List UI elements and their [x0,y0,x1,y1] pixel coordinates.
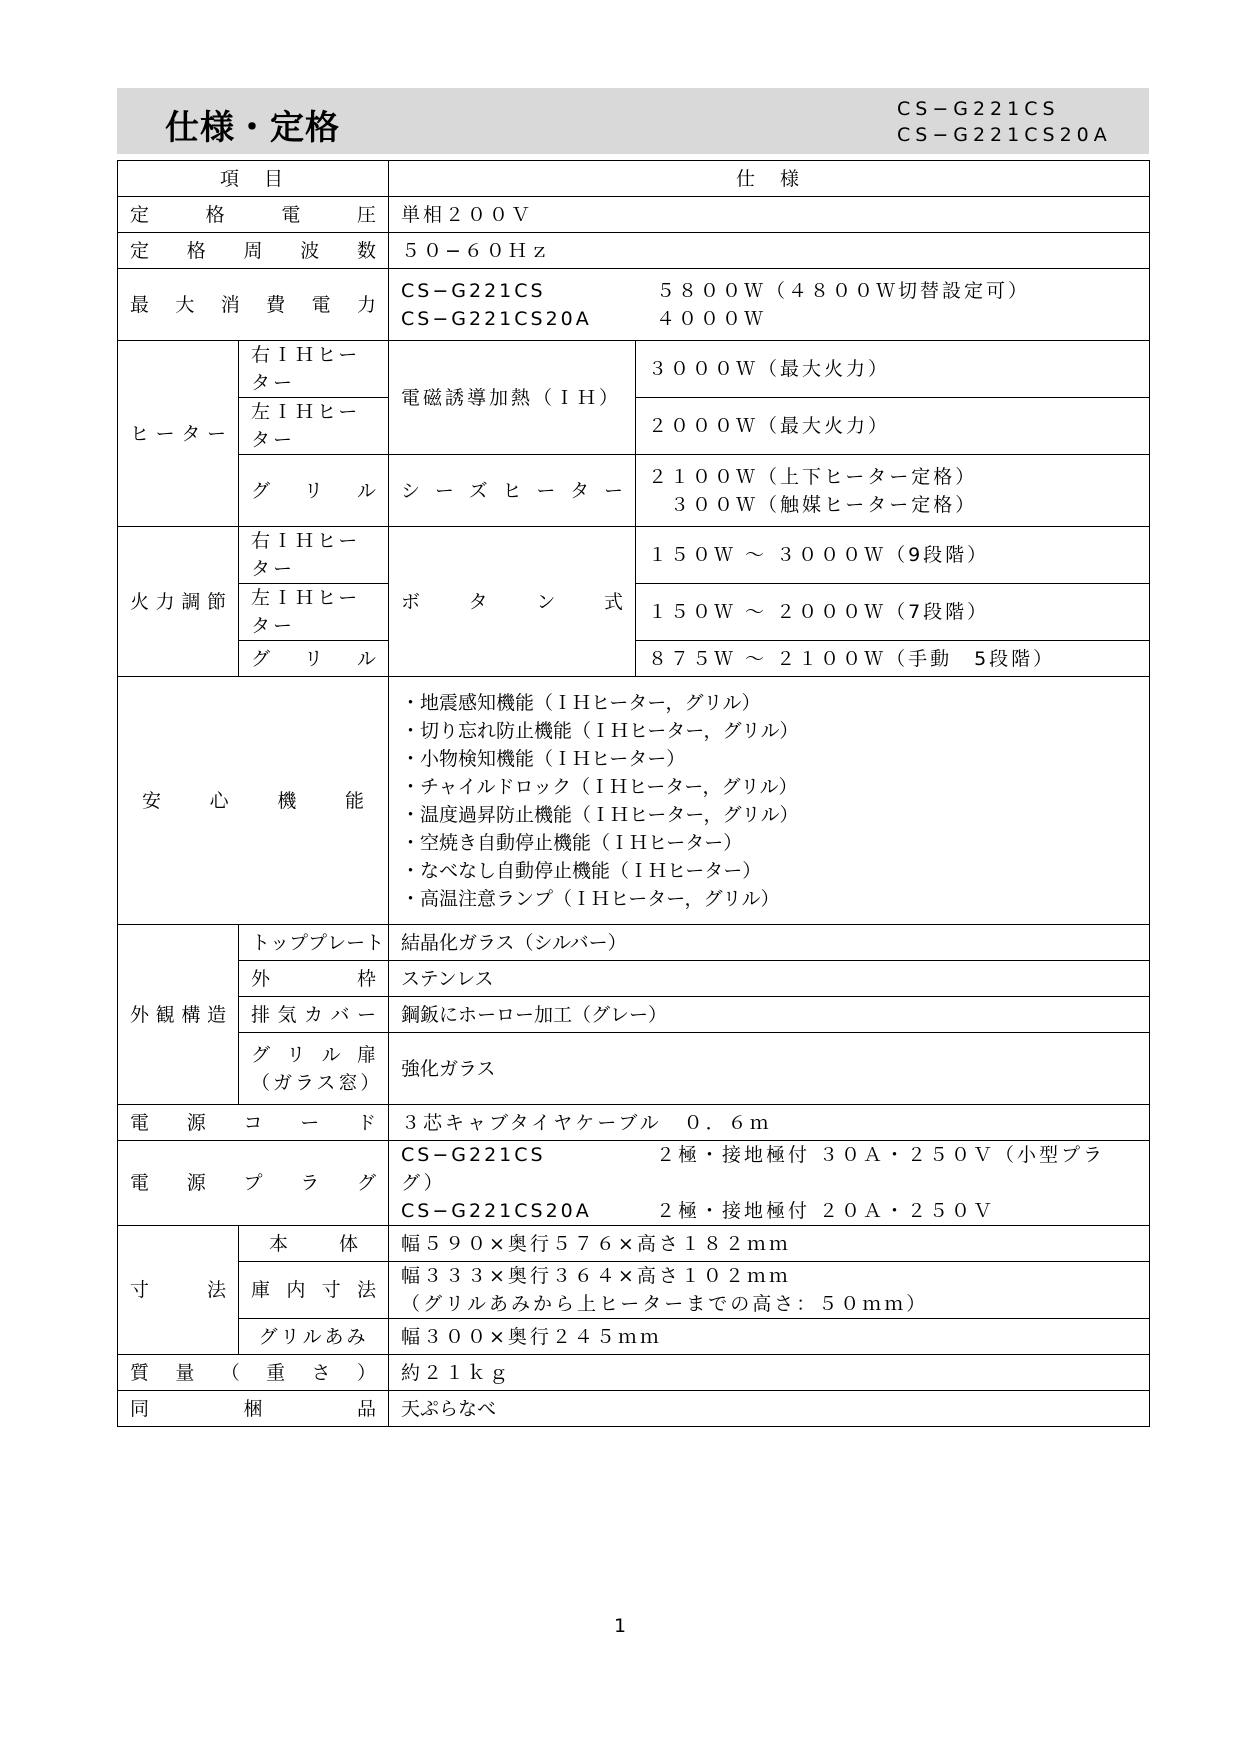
model-number-1: CS−G221CS [897,98,1060,120]
exterior-top-plate [239,925,389,961]
spread-label [251,929,385,957]
label-char: 電 [281,203,301,226]
row-power-plug [118,1141,1150,1226]
max-power-value-2: ４０００Ｗ [656,307,767,330]
spread-label [251,645,376,673]
label-char: タ [468,590,488,613]
label-char: 電 [311,293,331,316]
heater-grill [239,455,389,527]
spread-label [130,1395,376,1423]
spread-label [130,588,226,616]
label-char: ー [357,1003,377,1026]
label-char: 源 [186,1172,206,1194]
label-char: ル [357,647,377,670]
label-char: 内 [286,1279,306,1301]
dim-grill-net-value: 幅３００×奥行２４５ｍｍ [389,1319,1150,1355]
heater-grill-method [389,455,636,527]
row-power-cord [118,1105,1150,1141]
row-dim-grill-net [118,1319,1150,1355]
label-char: ー [206,422,226,445]
spread-label [130,237,376,265]
spread-label [130,201,376,229]
heat-right-ih: 右ＩＨヒーター [239,527,389,584]
rated-frequency-label [118,233,389,269]
label-char: さ [311,1361,331,1384]
label-char: 法 [356,1279,376,1301]
label-char: コ [243,1111,263,1134]
rated-voltage-label [118,197,389,233]
spread-label [251,965,376,993]
rated-frequency-value: ５０−６０Ｈｚ [389,233,1150,269]
mass-value: 約２１ｋｇ [389,1355,1150,1391]
label-char: グ [251,647,271,670]
label-char: ー [603,479,623,502]
rated-voltage-value: 単相２００Ｖ [389,197,1150,233]
heater-left-ih: 左ＩＨヒーター [239,398,389,455]
list-item: ・温度過昇防止機能（ＩＨヒーター，グリル） [401,803,799,826]
label-char: プ [308,931,328,954]
label-char: 心 [209,789,229,812]
max-power-label [118,269,389,341]
label-char: ボ [401,590,421,613]
label-char: ド [357,1111,377,1134]
accessory-label [118,1391,389,1427]
dim-grill-net: グリルあみ [239,1319,389,1355]
spread-label [130,1359,376,1387]
power-cord-value: ３芯キャブタイヤケーブル ０．６ｍ [389,1105,1150,1141]
heater-right-ih: 右ＩＨヒーター [239,341,389,398]
label-char: 梱 [243,1397,263,1420]
list-item: ・チャイルドロック（ＩＨヒーター，グリル） [401,775,798,798]
heat-left-ih: 左ＩＨヒーター [239,584,389,641]
label-char: 火 [130,590,150,613]
heater-ih-method: 電磁誘導加熱（ＩＨ） [389,341,636,455]
plug-value-2: ２極・接地極付 ２０Ａ・２５０Ｖ [656,1200,996,1222]
label-char: 品 [357,1397,377,1420]
heat-right-value: １５０Ｗ 〜 ３０００Ｗ（9段階） [636,527,1150,584]
row-exterior-top [118,925,1150,961]
label-char: カ [304,1003,324,1026]
label-char: 定 [130,239,150,262]
label-char: ー [300,1111,320,1134]
heat-left-value: １５０Ｗ 〜 ２０００Ｗ（7段階） [636,584,1150,641]
max-power-model-2: CS−G221CS20A [401,307,592,330]
heater-grill-value [636,455,1150,527]
row-rated-voltage [118,197,1150,233]
row-accessory [118,1391,1150,1427]
dim-body [239,1226,389,1262]
row-heat-right [118,527,1150,584]
dim-interior [239,1262,389,1319]
spread-label [251,1001,376,1029]
heat-grill-value: ８７５Ｗ 〜 ２１００Ｗ（手動 5段階） [636,641,1150,677]
mass-label [118,1355,389,1391]
table-header-row [118,161,1150,197]
row-mass [118,1355,1150,1391]
spread-label [130,1169,376,1197]
label-char: 法 [206,1279,226,1301]
spread-label [130,420,226,448]
spread-label [269,1230,358,1258]
spread-label [142,787,364,815]
list-item: ・高温注意ランプ（ＩＨヒーター，グリル） [401,887,780,910]
label-char: 費 [266,293,286,316]
plug-value-1: ２極・接地極付 ３０Ａ・２５０Ｖ（小型プラグ） [401,1144,1106,1194]
label-char: 寸 [321,1279,341,1301]
spread-label [401,477,623,505]
label-char: ッ [270,931,290,954]
label-char: 周 [243,239,263,262]
exterior-grill-door [239,1033,389,1105]
row-heater-right [118,341,1150,398]
label-char: 波 [300,239,320,262]
label-char: 数 [357,239,377,262]
spread-label [130,1109,376,1137]
label-char: 排 [251,1003,271,1026]
dimensions-label [118,1226,239,1355]
label-char: 本 [269,1232,289,1255]
label-char: タ [181,422,201,445]
label-char: 寸 [130,1279,150,1301]
exterior-label [118,925,239,1105]
page-title: 仕様・定格 [165,108,340,148]
spread-label [130,291,376,319]
label-char: 圧 [356,203,376,226]
label-char: ル [321,1043,341,1066]
label-char: 調 [181,590,201,613]
label-char: ヒ [130,422,150,445]
label-char: 体 [339,1232,359,1255]
label-char: レ [327,931,347,954]
label-char: ン [536,590,556,613]
label-char: 最 [130,293,150,316]
exterior-grill-door-value: 強化ガラス [389,1033,1150,1105]
label-char: （ [220,1361,240,1384]
list-item: ・切り忘れ防止機能（ＩＨヒーター，グリル） [401,719,799,742]
label-char: 外 [251,967,271,990]
spread-label [130,1001,226,1029]
exterior-exhaust-value: 鋼鈑にホーロー加工（グレー） [389,997,1150,1033]
power-cord-label [118,1105,389,1141]
max-power-model-1: CS−G221CS [401,279,546,302]
page-number: 1 [613,1615,627,1637]
dim-body-value: 幅５９０×奥行５７６×高さ１８２ｍｍ [389,1226,1150,1262]
model-number-2: CS−G221CS20A [897,124,1112,146]
heater-label [118,341,239,527]
spread-label [130,1276,226,1304]
row-max-power [118,269,1150,341]
label-char: 安 [142,789,162,812]
label-char: 同 [130,1397,150,1420]
label-char: 構 [181,1003,201,1026]
label-char: 枠 [357,967,377,990]
model-numbers [897,96,1112,148]
heat-control-method [389,527,636,677]
label-char: 源 [186,1111,206,1134]
label-char: 電 [130,1111,150,1134]
label-char: 観 [155,1003,175,1026]
row-heater-grill [118,455,1150,527]
list-item: ・なべなし自動停止機能（ＩＨヒーター） [401,859,762,882]
label-char: グ [251,479,271,502]
label-char: シ [401,479,421,502]
list-item: ・空焼き自動停止機能（ＩＨヒーター） [401,831,743,854]
row-exterior-exhaust [118,997,1150,1033]
label-char: ル [357,479,377,502]
label-char: ヒ [502,479,522,502]
exterior-exhaust [239,997,389,1033]
label-char: 大 [175,293,195,316]
label-char: グ [357,1172,377,1194]
label-char: 力 [155,590,175,613]
interior-line-1: 幅３３３×奥行３６４×高さ１０２ｍｍ [401,1265,791,1287]
label-char: グ [251,1043,271,1066]
exterior-frame-value: ステンレス [389,961,1150,997]
row-rated-frequency [118,233,1150,269]
label-char: ト [251,931,271,954]
label-char: タ [570,479,590,502]
label-char: ト [365,931,385,954]
spread-label [251,477,376,505]
label-char: ー [434,479,454,502]
plug-model-2: CS−G221CS20A [401,1200,592,1222]
grill-value-line-1: ２１００Ｗ（上下ヒーター定格） [648,465,978,488]
label-char: 量 [175,1361,195,1384]
label-char: リ [304,479,324,502]
safety-label [118,677,389,925]
label-char: 質 [130,1361,150,1384]
exterior-top-value: 結晶化ガラス（シルバー） [389,925,1150,961]
spec-table [117,160,1150,1427]
label-char: リ [286,1043,306,1066]
label-char: ー [346,931,366,954]
max-power-value [389,269,1150,341]
header-item: 項 目 [118,161,389,197]
grill-value-line-2: ３００Ｗ（触媒ヒーター定格） [670,493,978,516]
label-char: 重 [266,1361,286,1384]
spread-label [251,1276,376,1304]
safety-list [389,677,1150,925]
label-char: 格 [186,239,206,262]
label-char: 節 [206,590,226,613]
row-dim-interior [118,1262,1150,1319]
row-exterior-frame [118,961,1150,997]
interior-line-2: （グリルあみから上ヒーターまでの高さ：５０ｍｍ） [401,1293,929,1315]
label-char: 外 [130,1003,150,1026]
label-char: 気 [277,1003,297,1026]
grill-door-sub: （ガラス窓） [251,1071,383,1094]
label-char: プ [289,931,309,954]
label-char: 能 [344,789,364,812]
heat-grill [239,641,389,677]
label-char: 消 [220,293,240,316]
exterior-frame [239,961,389,997]
max-power-value-1: ５８００Ｗ（４８００Ｗ切替設定可） [656,279,1031,302]
label-char: ズ [468,479,488,502]
row-safety [118,677,1150,925]
dim-interior-value [389,1262,1150,1319]
list-item: ・地震感知機能（ＩＨヒーター，グリル） [401,691,761,714]
header-bar [117,88,1149,154]
row-dim-body [118,1226,1150,1262]
label-char: ラ [300,1172,320,1194]
plug-model-1: CS−G221CS [401,1144,546,1166]
label-char: 電 [130,1172,150,1194]
row-exterior-grill-door [118,1033,1150,1105]
label-char: 定 [130,203,150,226]
header-spec: 仕 様 [389,161,1150,197]
heat-control-label [118,527,239,677]
label-char: 扉 [356,1043,376,1066]
list-item: ・小物検知機能（ＩＨヒーター） [401,747,686,770]
label-char: 造 [206,1003,226,1026]
label-char: 力 [356,293,376,316]
heater-right-value: ３０００Ｗ（最大火力） [636,341,1150,398]
label-char: リ [304,647,324,670]
label-char: ） [356,1361,376,1384]
label-char: 庫 [251,1279,271,1301]
accessory-value: 天ぷらなべ [389,1391,1150,1427]
label-char: ー [155,422,175,445]
label-char: バ [330,1003,350,1026]
heater-left-value: ２０００Ｗ（最大火力） [636,398,1150,455]
label-char: 機 [277,789,297,812]
label-char: プ [243,1172,263,1194]
label-char: ー [536,479,556,502]
spread-label [251,1041,376,1069]
label-char: 式 [603,590,623,613]
spread-label [401,588,623,616]
label-char: 格 [205,203,225,226]
power-plug-label [118,1141,389,1226]
power-plug-value [389,1141,1150,1226]
